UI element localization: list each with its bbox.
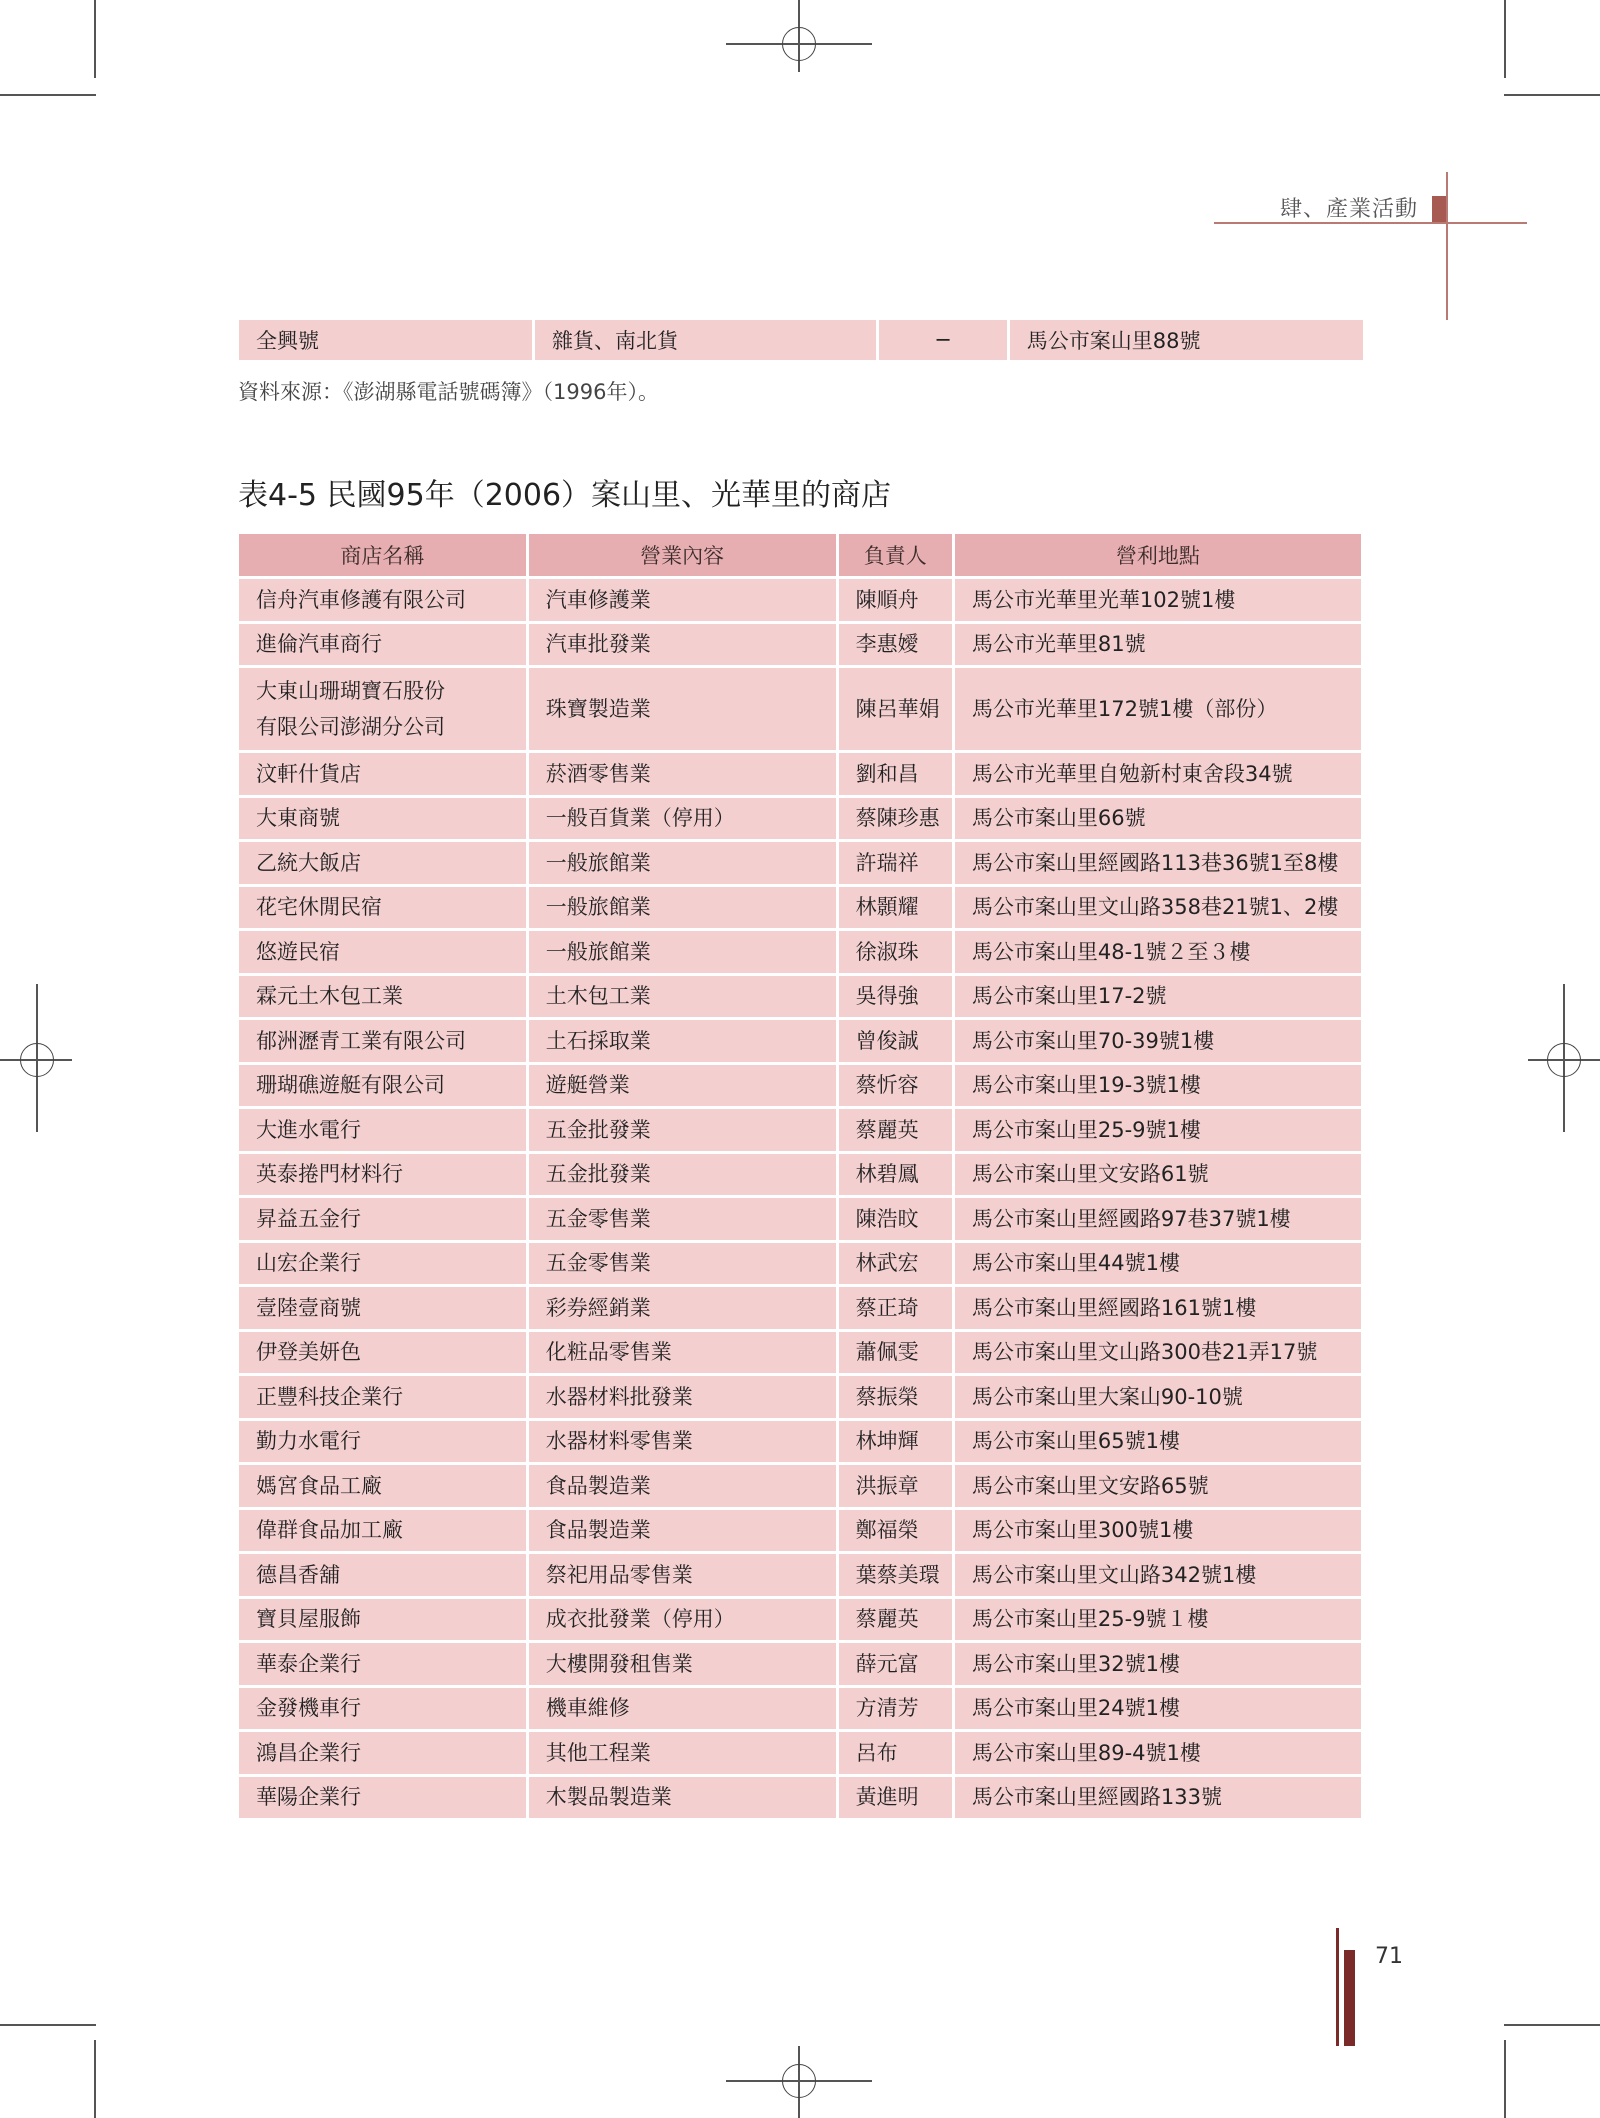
table-row (239, 320, 1363, 360)
business-cell: 一般旅館業 (529, 931, 836, 973)
owner-cell: 陳呂華娟 (839, 668, 952, 750)
owner-cell: 吳得強 (839, 976, 952, 1018)
shop-name-cell: 進倫汽車商行 (239, 624, 526, 666)
owner-cell: 洪振章 (839, 1465, 952, 1507)
crop-mark (94, 2040, 96, 2118)
crop-mark (1504, 94, 1600, 96)
table-row (239, 1332, 1361, 1374)
owner-cell: 李惠嬡 (839, 624, 952, 666)
shop-name-cell: 山宏企業行 (239, 1243, 526, 1285)
owner-cell: 葉蔡美環 (839, 1554, 952, 1596)
shop-name-cell: 汶軒什貨店 (239, 753, 526, 795)
address-cell: 馬公市案山里文安路65號 (955, 1465, 1361, 1507)
address-cell: 馬公市案山里文山路358巷21號1、2樓 (955, 887, 1361, 929)
owner-cell: 曾俊誠 (839, 1020, 952, 1062)
owner-cell: 林碧鳳 (839, 1154, 952, 1196)
address-cell: 馬公市光華里172號1樓（部份） (955, 668, 1361, 750)
shop-name-cell: 金發機車行 (239, 1688, 526, 1730)
chapter-rule-vertical (1446, 172, 1448, 320)
shop-name-cell: 華陽企業行 (239, 1777, 526, 1819)
page-number: 71 (1375, 1944, 1403, 1969)
business-cell: 一般旅館業 (529, 887, 836, 929)
business-cell: 一般百貨業（停用） (529, 798, 836, 840)
owner-cell: 許瑞祥 (839, 842, 952, 884)
table-cell: ─ (879, 320, 1006, 360)
table-row (239, 1732, 1361, 1774)
table-row (239, 887, 1361, 929)
registration-circle (1547, 1043, 1581, 1077)
address-cell: 馬公市案山里文山路300巷21弄17號 (955, 1332, 1361, 1374)
column-header: 營利地點 (955, 534, 1361, 576)
owner-cell: 蔡忻容 (839, 1065, 952, 1107)
address-cell: 馬公市案山里經國路133號 (955, 1777, 1361, 1819)
table-title: 表4-5 民國95年（2006）案山里、光華里的商店 (238, 478, 892, 513)
shop-name-cell: 華泰企業行 (239, 1643, 526, 1685)
source-note: 資料來源：《澎湖縣電話號碼簿》（1996年）。 (238, 380, 659, 404)
table-row (239, 624, 1361, 666)
registration-circle (20, 1043, 54, 1077)
registration-circle (782, 27, 816, 61)
crop-mark (1504, 2040, 1506, 2118)
chapter-heading: 肆、產業活動 (1280, 197, 1419, 222)
business-cell: 大樓開發租售業 (529, 1643, 836, 1685)
business-cell: 五金批發業 (529, 1154, 836, 1196)
owner-cell: 劉和昌 (839, 753, 952, 795)
crop-mark (94, 0, 96, 78)
shop-name-cell: 悠遊民宿 (239, 931, 526, 973)
table-row (239, 1421, 1361, 1463)
address-cell: 馬公市案山里經國路113巷36號1至8樓 (955, 842, 1361, 884)
column-header: 商店名稱 (239, 534, 526, 576)
owner-cell: 陳順舟 (839, 579, 952, 621)
business-cell: 汽車批發業 (529, 624, 836, 666)
address-cell: 馬公市光華里光華102號1樓 (955, 579, 1361, 621)
business-cell: 食品製造業 (529, 1465, 836, 1507)
address-cell: 馬公市案山里17-2號 (955, 976, 1361, 1018)
business-cell: 一般旅館業 (529, 842, 836, 884)
address-cell: 馬公市案山里65號1樓 (955, 1421, 1361, 1463)
shop-name-cell: 壹陸壹商號 (239, 1287, 526, 1329)
table-cell: 雜貨、南北貨 (535, 320, 876, 360)
business-cell: 成衣批發業（停用） (529, 1599, 836, 1641)
shops-table (236, 531, 1364, 1821)
owner-cell: 黃進明 (839, 1777, 952, 1819)
address-cell: 馬公市案山里文山路342號1樓 (955, 1554, 1361, 1596)
shop-name-cell: 英泰捲門材料行 (239, 1154, 526, 1196)
shop-name-cell: 正豐科技企業行 (239, 1376, 526, 1418)
owner-cell: 蕭佩雯 (839, 1332, 952, 1374)
address-cell: 馬公市光華里81號 (955, 624, 1361, 666)
chapter-marker (1432, 196, 1446, 222)
address-cell: 馬公市案山里19-3號1樓 (955, 1065, 1361, 1107)
shop-name-cell: 德昌香舖 (239, 1554, 526, 1596)
table-row (239, 1599, 1361, 1641)
address-cell: 馬公市案山里25-9號1樓 (955, 1109, 1361, 1151)
table-row (239, 1198, 1361, 1240)
owner-cell: 徐淑珠 (839, 931, 952, 973)
shop-name-cell: 寶貝屋服飾 (239, 1599, 526, 1641)
owner-cell: 鄭福榮 (839, 1510, 952, 1552)
business-cell: 祭祀用品零售業 (529, 1554, 836, 1596)
business-cell: 彩券經銷業 (529, 1287, 836, 1329)
crop-mark (0, 94, 96, 96)
crop-mark (1504, 0, 1506, 78)
shop-name-cell: 鴻昌企業行 (239, 1732, 526, 1774)
address-cell: 馬公市案山里48-1號２至３樓 (955, 931, 1361, 973)
previous-table (236, 317, 1366, 363)
table-row (239, 1287, 1361, 1329)
table-row (239, 668, 1361, 750)
owner-cell: 林坤輝 (839, 1421, 952, 1463)
shop-name-cell: 珊瑚礁遊艇有限公司 (239, 1065, 526, 1107)
table-row (239, 976, 1361, 1018)
crop-mark (0, 2024, 96, 2026)
shop-name-cell: 乙統大飯店 (239, 842, 526, 884)
table-row (239, 1554, 1361, 1596)
table-row (239, 753, 1361, 795)
table-cell: 馬公市案山里88號 (1010, 320, 1363, 360)
address-cell: 馬公市案山里24號1樓 (955, 1688, 1361, 1730)
business-cell: 遊艇營業 (529, 1065, 836, 1107)
table-row (239, 1243, 1361, 1285)
shop-name-cell: 媽宮食品工廠 (239, 1465, 526, 1507)
business-cell: 化粧品零售業 (529, 1332, 836, 1374)
column-header: 營業內容 (529, 534, 836, 576)
business-cell: 土石採取業 (529, 1020, 836, 1062)
table-row (239, 1154, 1361, 1196)
owner-cell: 蔡麗英 (839, 1599, 952, 1641)
address-cell: 馬公市案山里經國路161號1樓 (955, 1287, 1361, 1329)
business-cell: 五金批發業 (529, 1109, 836, 1151)
business-cell: 木製品製造業 (529, 1777, 836, 1819)
address-cell: 馬公市案山里300號1樓 (955, 1510, 1361, 1552)
page-marker (1336, 1928, 1339, 2046)
shop-name-cell: 霖元土木包工業 (239, 976, 526, 1018)
owner-cell: 蔡陳珍惠 (839, 798, 952, 840)
chapter-rule (1214, 222, 1527, 224)
table-row (239, 1688, 1361, 1730)
registration-circle (782, 2064, 816, 2098)
business-cell: 水器材料批發業 (529, 1376, 836, 1418)
table-row (239, 798, 1361, 840)
table-row (239, 1376, 1361, 1418)
owner-cell: 薛元富 (839, 1643, 952, 1685)
table-cell: 全興號 (239, 320, 532, 360)
column-header: 負責人 (839, 534, 952, 576)
table-row (239, 1020, 1361, 1062)
business-cell: 機車維修 (529, 1688, 836, 1730)
address-cell: 馬公市案山里文安路61號 (955, 1154, 1361, 1196)
owner-cell: 蔡麗英 (839, 1109, 952, 1151)
shop-name-cell: 大東商號 (239, 798, 526, 840)
address-cell: 馬公市案山里70-39號1樓 (955, 1020, 1361, 1062)
shop-name-cell: 勤力水電行 (239, 1421, 526, 1463)
shop-name-cell: 信舟汽車修護有限公司 (239, 579, 526, 621)
business-cell: 其他工程業 (529, 1732, 836, 1774)
table-row (239, 1109, 1361, 1151)
address-cell: 馬公市案山里66號 (955, 798, 1361, 840)
business-cell: 五金零售業 (529, 1198, 836, 1240)
address-cell: 馬公市案山里89-4號1樓 (955, 1732, 1361, 1774)
address-cell: 馬公市案山里大案山90-10號 (955, 1376, 1361, 1418)
shop-name-cell: 大東山珊瑚寶石股份 有限公司澎湖分公司 (239, 668, 526, 750)
table-row (239, 1510, 1361, 1552)
table-row (239, 842, 1361, 884)
owner-cell: 林武宏 (839, 1243, 952, 1285)
table-row (239, 931, 1361, 973)
table-row (239, 1465, 1361, 1507)
owner-cell: 呂布 (839, 1732, 952, 1774)
table-header-row (239, 534, 1361, 576)
business-cell: 五金零售業 (529, 1243, 836, 1285)
page-marker (1344, 1950, 1355, 2046)
owner-cell: 方清芳 (839, 1688, 952, 1730)
crop-mark (1504, 2024, 1600, 2026)
owner-cell: 林顥耀 (839, 887, 952, 929)
table-row (239, 1777, 1361, 1819)
address-cell: 馬公市案山里經國路97巷37號1樓 (955, 1198, 1361, 1240)
shop-name-cell: 昇益五金行 (239, 1198, 526, 1240)
business-cell: 珠寶製造業 (529, 668, 836, 750)
shop-name-cell: 花宅休閒民宿 (239, 887, 526, 929)
shop-name-cell: 大進水電行 (239, 1109, 526, 1151)
table-row (239, 579, 1361, 621)
business-cell: 汽車修護業 (529, 579, 836, 621)
business-cell: 水器材料零售業 (529, 1421, 836, 1463)
address-cell: 馬公市案山里32號1樓 (955, 1643, 1361, 1685)
business-cell: 菸酒零售業 (529, 753, 836, 795)
address-cell: 馬公市案山里25-9號１樓 (955, 1599, 1361, 1641)
shop-name-cell: 郁洲瀝青工業有限公司 (239, 1020, 526, 1062)
shop-name-cell: 偉群食品加工廠 (239, 1510, 526, 1552)
owner-cell: 蔡正琦 (839, 1287, 952, 1329)
table-row (239, 1643, 1361, 1685)
table-row (239, 1065, 1361, 1107)
business-cell: 食品製造業 (529, 1510, 836, 1552)
address-cell: 馬公市光華里自勉新村東舍段34號 (955, 753, 1361, 795)
shop-name-cell: 伊登美妍色 (239, 1332, 526, 1374)
owner-cell: 蔡振榮 (839, 1376, 952, 1418)
owner-cell: 陳浩旼 (839, 1198, 952, 1240)
business-cell: 土木包工業 (529, 976, 836, 1018)
address-cell: 馬公市案山里44號1樓 (955, 1243, 1361, 1285)
